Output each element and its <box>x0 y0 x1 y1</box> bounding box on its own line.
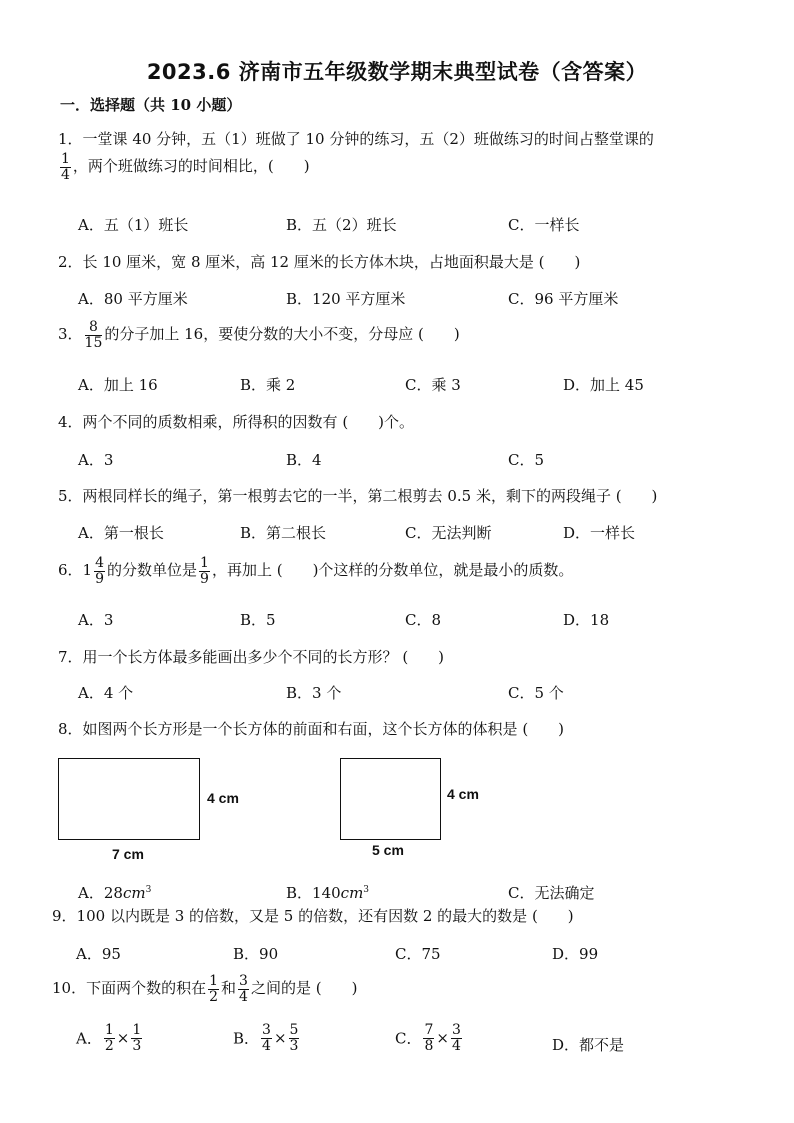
option-a[interactable]: A．3 <box>78 611 114 629</box>
option-c[interactable]: C．8 <box>405 611 442 629</box>
option-c[interactable]: C．无法确定 <box>508 884 595 902</box>
option-b[interactable]: B．$140cm^3$ <box>286 884 370 902</box>
option-b[interactable]: B．3 个 <box>286 684 342 702</box>
option-c[interactable]: C．一样长 <box>508 216 580 234</box>
question-6: 6．1 $\frac{4}{9}$ 的分数单位是 $\frac{1}{9}$ ，再加上 ( )个这样的分数单位，就是最小的质数。 <box>58 555 574 587</box>
option-a[interactable]: A．五（1）班长 <box>78 216 189 234</box>
option-c[interactable]: C．无法判断 <box>405 524 492 542</box>
option-c[interactable]: C．75 <box>395 945 441 963</box>
question-text: 100 以内既是 3 的倍数，又是 5 的倍数，还有因数 2 的最大的数是 ( ) <box>76 907 574 925</box>
question-10: 10．下面两个数的积在 $\frac{1}{2}$ 和 $\frac{3}{4}$ 之间的是 ( ) <box>52 973 358 1005</box>
fraction: $\frac{1}{2}$ <box>209 973 219 1005</box>
question-text: 之间的是 ( ) <box>250 979 358 998</box>
option-c[interactable]: C．5 <box>508 451 545 469</box>
mixed-number: 1 $\frac{4}{9}$ <box>82 555 105 587</box>
fraction: $\frac{1}{4}$ <box>61 151 70 183</box>
option-b[interactable]: B．4 <box>286 451 322 469</box>
option-b[interactable]: B．120 平方厘米 <box>286 290 406 308</box>
option-a[interactable]: A．$28cm^3$ <box>78 884 152 902</box>
right-width-label: 5 cm <box>372 842 404 858</box>
option-a[interactable]: A．3 <box>78 451 114 469</box>
question-text: ，再加上 ( )个这样的分数单位，就是最小的质数。 <box>211 561 574 580</box>
option-a[interactable]: A．95 <box>76 945 121 963</box>
question-text: ，两个班做练习的时间相比，( ) <box>72 157 310 176</box>
question-number: 3． <box>58 325 83 344</box>
option-b[interactable]: B．90 <box>233 945 279 963</box>
question-text: 一堂课 40 分钟，五（1）班做了 10 分钟的练习，五（2）班做练习的时间占整堂课的 <box>82 130 654 148</box>
question-number: 1． <box>58 130 83 148</box>
option-b[interactable]: B．乘 2 <box>240 376 296 394</box>
option-d[interactable]: D．加上 45 <box>563 376 644 394</box>
right-height-label: 4 cm <box>447 786 479 802</box>
question-5 <box>58 485 657 506</box>
question-text: 用一个长方体最多能画出多少个不同的长方形？ ( ) <box>82 648 445 666</box>
front-face-rectangle <box>58 758 200 840</box>
fraction: $\frac{3}{4}$ <box>239 973 248 1005</box>
option-d[interactable]: D．一样长 <box>563 524 636 542</box>
option-a[interactable]: A．80 平方厘米 <box>78 290 188 308</box>
question-text: 如图两个长方形是一个长方体的前面和右面，这个长方体的体积是 ( ) <box>82 720 565 738</box>
option-b[interactable]: B． $\frac{3}{4}$ × $\frac{5}{3}$ <box>233 1022 299 1054</box>
question-number: 9． <box>52 907 77 925</box>
option-c[interactable]: C．5 个 <box>508 684 564 702</box>
question-9 <box>52 905 574 926</box>
right-face-rectangle <box>340 758 441 840</box>
fraction: $\frac{1}{9}$ <box>200 555 209 587</box>
question-number: 8． <box>58 720 83 738</box>
section-heading: 一．选择题（共 10 小题） <box>60 96 242 114</box>
question-text: 长 10 厘米，宽 8 厘米，高 12 厘米的长方体木块，占地面积最大是 ( ) <box>82 253 581 271</box>
option-b[interactable]: B．第二根长 <box>240 524 327 542</box>
option-d[interactable]: D．18 <box>563 611 610 629</box>
front-height-label: 4 cm <box>207 790 239 806</box>
question-7 <box>58 646 444 667</box>
option-b[interactable]: B．五（2）班长 <box>286 216 397 234</box>
page-title: 2023.6 济南市五年级数学期末典型试卷（含答案） <box>146 60 648 84</box>
fraction: $\frac{8}{15}$ <box>84 319 103 351</box>
question-text: 两根同样长的绳子，第一根剪去它的一半，第二根剪去 0.5 米，剩下的两段绳子 ( ) <box>82 487 658 505</box>
question-number: 2． <box>58 253 83 271</box>
option-c[interactable]: C．乘 3 <box>405 376 461 394</box>
question-text: 的分子加上 16，要使分数的大小不变，分母应 ( ) <box>104 325 460 344</box>
question-number: 4． <box>58 413 83 431</box>
question-number: 5． <box>58 487 83 505</box>
option-a[interactable]: A．第一根长 <box>78 524 164 542</box>
option-a[interactable]: A．4 个 <box>78 684 134 702</box>
question-text: 两个不同的质数相乘，所得积的因数有 ( )个。 <box>82 413 415 431</box>
option-d[interactable]: D．都不是 <box>552 1036 625 1054</box>
question-number: 7． <box>58 648 83 666</box>
question-8 <box>58 718 564 739</box>
option-b[interactable]: B．5 <box>240 611 276 629</box>
option-d[interactable]: D．99 <box>552 945 599 963</box>
option-c[interactable]: C．96 平方厘米 <box>508 290 619 308</box>
front-width-label: 7 cm <box>112 846 144 862</box>
question-3 <box>58 320 460 350</box>
question-2 <box>58 251 580 272</box>
option-a[interactable]: A． $\frac{1}{2}$ × $\frac{1}{3}$ <box>76 1022 142 1054</box>
question-number: 6． <box>58 561 83 580</box>
option-c[interactable]: C． $\frac{7}{8}$ × $\frac{3}{4}$ <box>395 1022 461 1054</box>
question-1-line2 <box>58 152 310 182</box>
option-a[interactable]: A．加上 16 <box>78 376 158 394</box>
question-1-line1 <box>58 128 654 149</box>
question-number: 10． <box>52 979 87 998</box>
question-4 <box>58 411 414 432</box>
